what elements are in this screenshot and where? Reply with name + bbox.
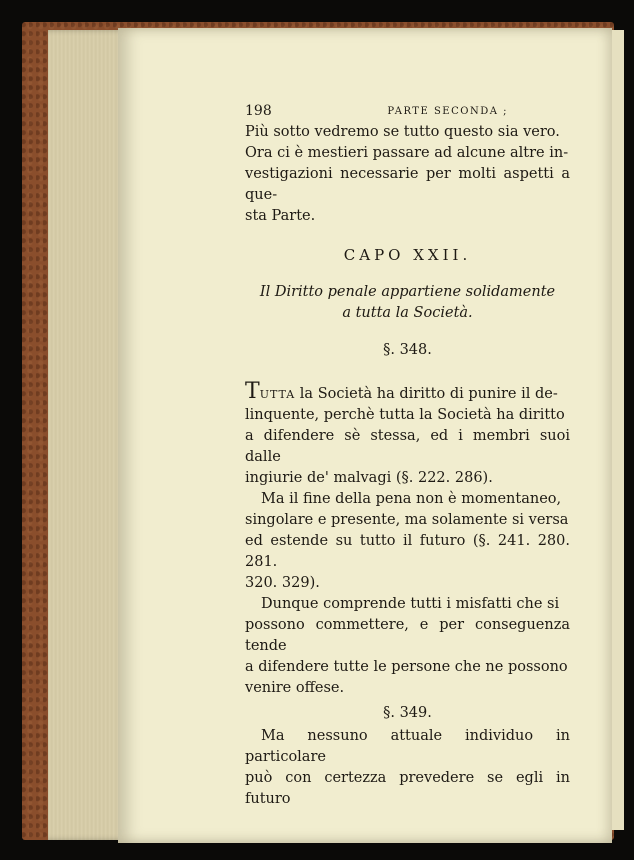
chapter-subtitle-line: a tutta la Società. xyxy=(342,305,473,321)
drop-capital: T xyxy=(245,379,260,404)
small-caps-text: UTTA xyxy=(259,388,296,401)
chapter-heading: CAPO XXII. xyxy=(343,246,472,264)
paragraph-4-line: può con certezza prevedere se egli in futuro xyxy=(245,770,570,807)
paragraph-1-text: la Società ha diritto di punire il de- xyxy=(299,386,558,402)
intro-line: vestigazioni necessarie per molti aspetti a que- xyxy=(245,166,570,203)
paragraph-1-line: linquente, perchè tutta la Società ha diritto xyxy=(245,407,565,423)
page-number: 198 xyxy=(245,103,272,119)
paragraph-2-line: ed estende su tutto il futuro (§. 241. 280. 281. xyxy=(245,533,570,570)
paragraph-1-line: ingiurie de' malvagi (§. 222. 286). xyxy=(245,470,493,486)
section-349-heading: §. 349. xyxy=(383,705,432,721)
paragraph-1-line: a difendere sè stessa, ed i membri suoi dalle xyxy=(245,428,570,465)
paragraph-2-line: Ma il fine della pena non è momentaneo, xyxy=(261,491,562,507)
paragraph-2-line: singolare e presente, ma solamente si versa xyxy=(245,512,569,528)
intro-line: Ora ci è mestieri passare ad alcune altre in- xyxy=(245,145,569,161)
paragraph-3-line: Dunque comprende tutti i misfatti che si xyxy=(261,596,560,612)
paragraph-3-line: a difendere tutte le persone che ne possono xyxy=(245,659,568,675)
paragraph-3-line: venire offese. xyxy=(245,680,345,696)
page-text xyxy=(245,100,570,810)
paragraph-3-line: possono commettere, e per conseguenza tende xyxy=(245,617,570,654)
paragraph-1-first-line xyxy=(245,381,570,405)
page-edges xyxy=(48,30,126,840)
intro-line: Più sotto vedremo se tutto questo sia vero. xyxy=(245,124,560,140)
running-head-title: PARTE SECONDA ; xyxy=(387,106,508,117)
section-348-heading: §. 348. xyxy=(383,342,432,358)
chapter-subtitle-line: Il Diritto penale appartiene solidamente xyxy=(259,284,556,300)
paragraph-2-line: 320. 329). xyxy=(245,575,320,591)
running-head xyxy=(245,100,570,122)
intro-line: sta Parte. xyxy=(245,208,316,224)
next-page-edge xyxy=(612,30,624,830)
paragraph-4-line: Ma nessuno attuale individuo in particolare xyxy=(245,728,570,765)
